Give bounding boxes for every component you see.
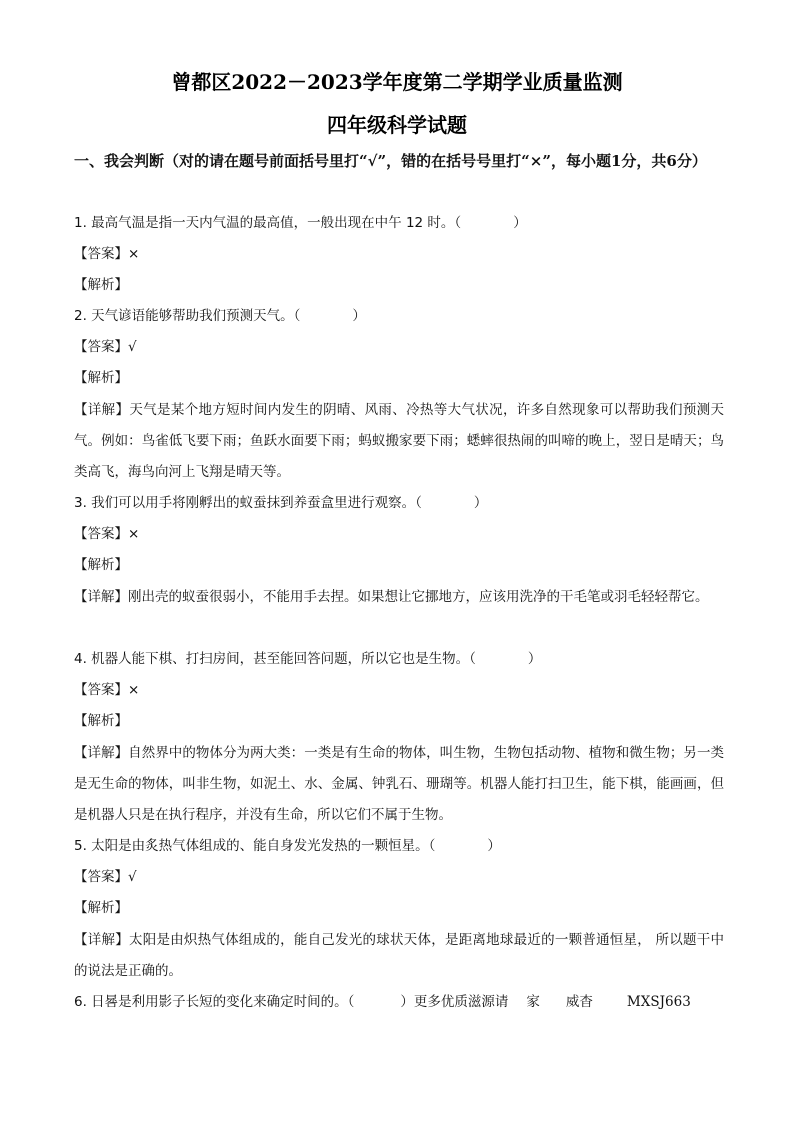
question-text: 3. 我们可以用手将刚孵出的蚁蚕抹到养蚕盒里进行观察。（ bbox=[74, 495, 422, 511]
question-5 bbox=[74, 836, 734, 856]
answer-row-4 bbox=[74, 680, 734, 700]
detail-label: 【详解】 bbox=[74, 589, 128, 605]
answer-value: √ bbox=[128, 869, 137, 885]
analysis-label-4: 【解析】 bbox=[74, 713, 128, 729]
detail-3 bbox=[74, 582, 724, 613]
question-text: 2. 天气谚语能够帮助我们预测天气。（ bbox=[74, 308, 301, 324]
detail-label: 【详解】 bbox=[74, 932, 129, 948]
answer-row-2 bbox=[74, 337, 734, 357]
question-text: 4. 机器人能下棋、打扫房间，甚至能回答问题，所以它也是生物。（ bbox=[74, 651, 476, 667]
detail-text: 太阳是由炽热气体组成的，能自己发光的球状天体，是距离地球最近的一颗普通恒星， 所以题干中的说法是正确的。 bbox=[74, 932, 725, 979]
question-close: ） bbox=[400, 994, 414, 1010]
watermark-code: MXSJ663 bbox=[626, 994, 691, 1010]
answer-value: × bbox=[128, 682, 140, 698]
answer-value: × bbox=[128, 526, 140, 542]
page-title: 曾都区2022－2023学年度第二学期学业质量监测 bbox=[171, 70, 623, 94]
analysis-label-3: 【解析】 bbox=[74, 557, 128, 573]
question-close: ） bbox=[352, 308, 366, 324]
answer-row-3 bbox=[74, 524, 734, 544]
question-close: ） bbox=[487, 838, 501, 854]
question-close: ） bbox=[527, 651, 542, 667]
answer-value: √ bbox=[128, 339, 137, 355]
question-3 bbox=[74, 493, 734, 513]
question-4 bbox=[74, 649, 734, 669]
question-1 bbox=[74, 213, 734, 233]
detail-4 bbox=[74, 738, 724, 831]
page-subtitle: 四年级科学试题 bbox=[327, 113, 467, 137]
answer-label: 【答案】 bbox=[74, 526, 128, 542]
question-6 bbox=[74, 992, 734, 1012]
watermark-text: 更多优质滋源请 bbox=[413, 994, 509, 1010]
analysis-label-5: 【解析】 bbox=[74, 900, 128, 916]
question-text: 5. 太阳是由炙热气体组成的、能自身发光发热的一颗恒星。（ bbox=[74, 838, 436, 854]
detail-text: 自然界中的物体分为两大类：一类是有生命的物体，叫生物，生物包括动物、植物和微生物；另一类是无生命的物体，叫非生物，如泥土、水、金属、钟乳石、珊瑚等。机器人能打扫卫生，能下棋，能画画，但是机器人只是在执行程序，并没有生命，所以它们不属于生物。 bbox=[74, 745, 725, 823]
answer-label: 【答案】 bbox=[74, 339, 128, 355]
watermark-text: 家 bbox=[526, 994, 540, 1010]
question-2 bbox=[74, 306, 734, 326]
analysis-label-2: 【解析】 bbox=[74, 370, 128, 386]
detail-label: 【详解】 bbox=[74, 745, 129, 761]
answer-row-1 bbox=[74, 244, 734, 264]
analysis-label-1: 【解析】 bbox=[74, 277, 128, 293]
detail-text: 刚出壳的蚁蚕很弱小，不能用手去捏。如果想让它挪地方，应该用洗净的干毛笔或羽毛轻轻帮它。 bbox=[128, 589, 709, 605]
answer-label: 【答案】 bbox=[74, 682, 128, 698]
detail-label: 【详解】 bbox=[74, 402, 130, 418]
answer-label: 【答案】 bbox=[74, 869, 128, 885]
detail-2 bbox=[74, 395, 724, 488]
detail-text: 天气是某个地方短时间内发生的阴晴、风雨、冷热等大气状况，许多自然现象可以帮助我们预测天气。例如：鸟雀低飞要下雨；鱼跃水面要下雨；蚂蚁搬家要下雨；蟋蟀很热闹的叫啼的晚上，翌日是晴天；鸟类高飞，海鸟向河上飞翔是晴天等。 bbox=[74, 402, 725, 480]
question-close: ） bbox=[513, 215, 527, 231]
watermark-text: 威杳 bbox=[565, 994, 593, 1010]
detail-5 bbox=[74, 925, 724, 987]
question-text: 6. 日晷是利用影子长短的变化来确定时间的。（ bbox=[74, 994, 355, 1010]
answer-row-5 bbox=[74, 867, 734, 887]
question-close: ） bbox=[473, 495, 488, 511]
answer-value: × bbox=[128, 246, 140, 262]
answer-label: 【答案】 bbox=[74, 246, 128, 262]
section-heading: 一、我会判断（对的请在题号前面括号里打“√”，错的在括号号里打“×”，每小题1分，共6分） bbox=[74, 152, 707, 170]
question-text: 1. 最高气温是指一天内气温的最高值，一般出现在中午 12 时。（ bbox=[74, 215, 462, 231]
